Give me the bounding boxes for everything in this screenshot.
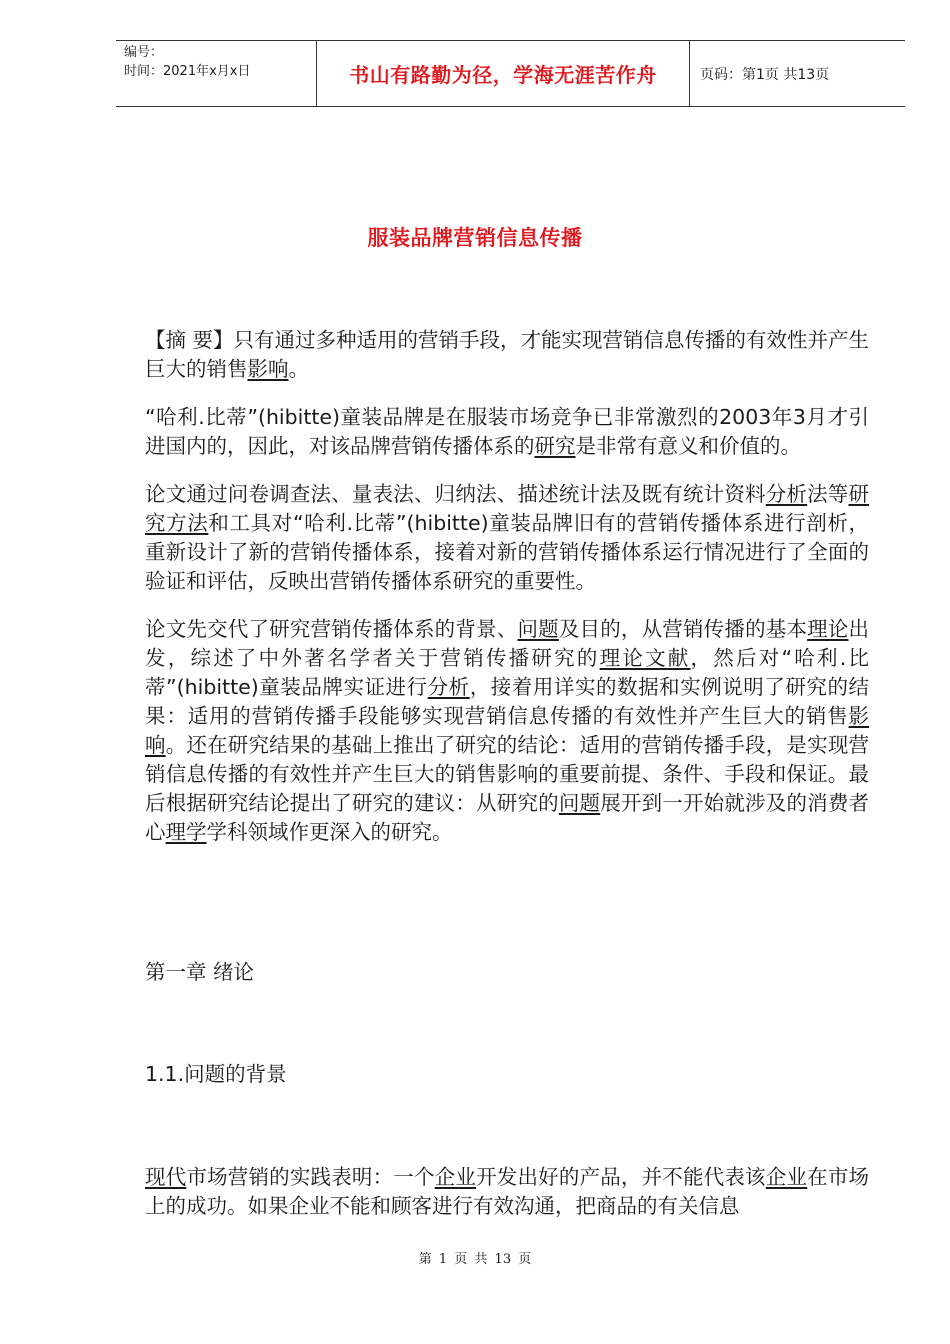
abstract-paragraph-4 [145, 615, 869, 847]
abstract-section [145, 326, 869, 866]
text-run: 及目的，从营销传播的基本 [558, 617, 808, 641]
link-term[interactable]: 问题 [558, 791, 601, 815]
chapter-heading: 第一章 绪论 [145, 960, 255, 984]
link-term[interactable]: 理论 [807, 617, 849, 641]
text-run: 。还在研究结果的基础上推出了研究的结论：适用的营销传播手段，是实现营销信息传播的有效性并产生巨大的销售影响的重要前提、条件、手段和保证。最后根据研究结论提出了研究的建议：从研究的 [145, 733, 870, 815]
text-run: ，接着用详实的数据和实例说明了研究的结果：适用的营销传播手段能够实现营销信息传播的有效性并产生巨大的销售 [145, 675, 870, 728]
link-term[interactable]: 影响 [145, 704, 869, 757]
number-label: 编号： [124, 45, 164, 60]
header-meta-cell [116, 41, 316, 106]
abstract-paragraph-2 [145, 403, 869, 461]
link-term[interactable]: 研究 [534, 434, 576, 458]
text-run: 。 [288, 357, 309, 381]
text-run: 出发，综述了中外著名学者关于营销传播研究的 [145, 617, 870, 670]
abstract-paragraph-1 [145, 326, 869, 384]
header-motto-cell [316, 41, 690, 106]
text-run: 学科领域作更深入的研究。 [206, 820, 453, 844]
link-term[interactable]: 现代 [145, 1165, 187, 1189]
document-title: 服装品牌营销信息传播 [367, 225, 583, 250]
section-heading: 1.1.问题的背景 [145, 1062, 287, 1086]
text-run: 在市场上的成功。如果企业不能和顾客进行有效沟通，把商品的有关信息 [145, 1165, 870, 1218]
link-term[interactable]: 企业 [434, 1165, 477, 1189]
link-term[interactable]: 研究方法 [145, 482, 870, 535]
page-footer: 第 1 页 共 13 页 [418, 1252, 532, 1267]
text-run: 是非常有意义和价值的。 [575, 434, 801, 458]
text-run: 【摘 要】只有通过多种适用的营销手段，才能实现营销信息传播的有效性并产生巨大的销售 [145, 328, 870, 381]
header-page-cell [690, 41, 905, 106]
text-run: 开发出好的产品，并不能代表该 [476, 1165, 766, 1189]
text-run: 和工具对“哈利.比蒂”(hibitte)童装品牌旧有的营销传播体系进行剖析，重新设计了新的营销传播体系，接着对新的营销传播体系运行情况进行了全面的验证和评估，反映出营销传播体系研究的重要性。 [145, 511, 869, 593]
intro-paragraph [145, 1163, 869, 1221]
text-run: ，然后对“哈利.比蒂”(hibitte)童装品牌实证进行 [145, 646, 870, 699]
link-term[interactable]: 问题 [517, 617, 559, 641]
page-number-label: 页码：第1页 共13页 [700, 66, 830, 83]
link-term[interactable]: 企业 [765, 1165, 808, 1189]
motto: 书山有路勤为径，学海无涯苦作舟 [349, 63, 657, 87]
link-term[interactable]: 分析 [427, 675, 470, 699]
time-label: 时间：2021年x月x日 [124, 64, 251, 79]
link-term[interactable]: 理学 [165, 820, 207, 844]
link-term[interactable]: 分析 [765, 482, 808, 506]
text-run: 论文先交代了研究营销传播体系的背景、 [145, 617, 518, 641]
text-run: 展开到一开始就涉及的消费者心 [145, 791, 870, 844]
text-run: 市场营销的实践表明：一个 [186, 1165, 435, 1189]
text-run: 论文通过问卷调查法、量表法、归纳法、描述统计法及既有统计资料 [145, 482, 766, 506]
text-run: 法等 [807, 482, 849, 506]
text-run: “哈利.比蒂”(hibitte)童装品牌是在服装市场竞争已非常激烈的2003年3月才引进国内的，因此，对该品牌营销传播体系的 [145, 405, 869, 458]
link-term[interactable]: 影响 [247, 357, 289, 381]
abstract-paragraph-3 [145, 480, 869, 596]
link-term[interactable]: 理论文献 [599, 646, 691, 670]
page-header [116, 40, 905, 107]
